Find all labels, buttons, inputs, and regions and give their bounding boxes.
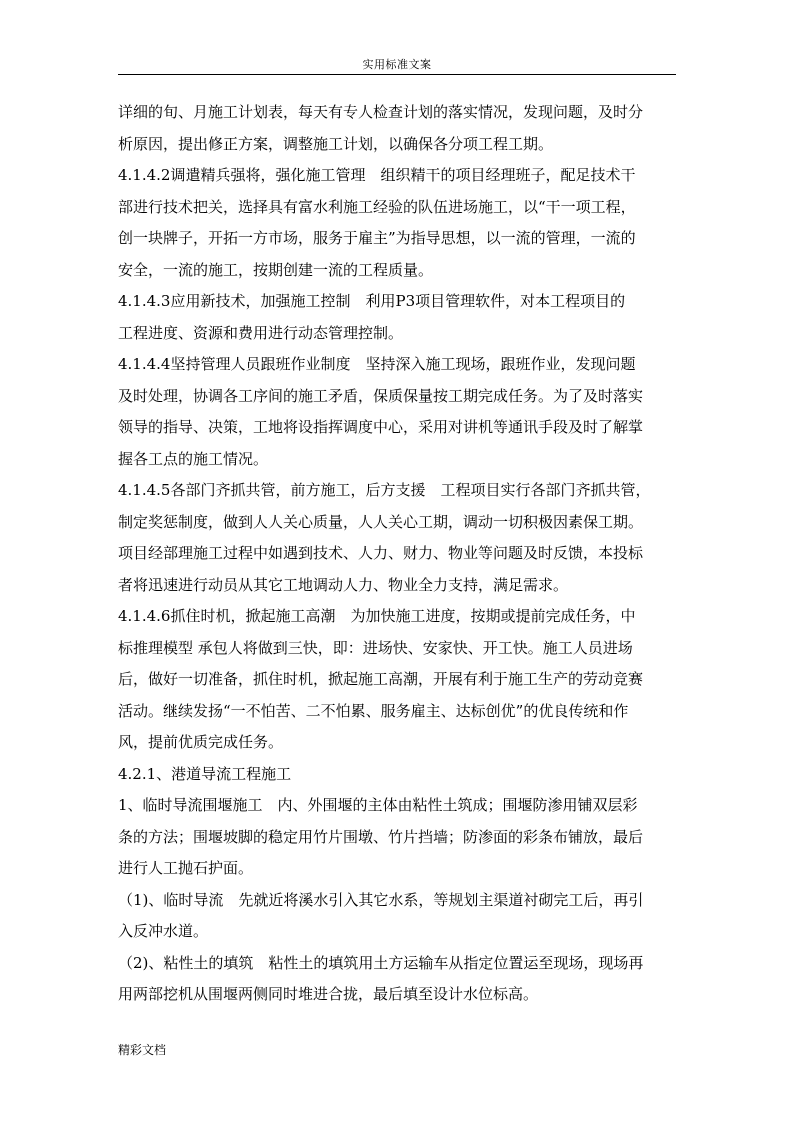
text-line: 握各工点的施工情况。 (118, 449, 269, 468)
document-body (118, 97, 686, 1011)
text-line: 领导的指导、决策，工地将设指挥调度中心，采用对讲机等通讯手段及时了解掌 (118, 418, 644, 436)
text-line: 工程进度、资源和费用进行动态管理控制。 (118, 323, 404, 342)
section-heading: 4.2.1、港道导流工程施工 (118, 764, 292, 783)
text-line: 析原因，提出修正方案，调整施工计划，以确保各分项工程工期。 (118, 134, 554, 153)
text-line: 项目经部理施工过程中如遇到技术、人力、财力、物业等问题及时反馈，本投标 (118, 544, 644, 562)
text-line: 进行人工抛石护面。 (118, 859, 254, 877)
text-line: （2)、粘性土的填筑 粘性土的填筑用土方运输车从指定位置运至现场，现场再 (118, 953, 644, 972)
header-divider (118, 74, 676, 75)
text-line: 后，做好一切准备，抓住时机，掀起施工高潮，开展有利于施工生产的劳动竞赛 (118, 670, 644, 688)
text-line: 详细的旬、月施工计划表，每天有专人检查计划的落实情况，发现问题，及时分 (118, 103, 644, 121)
text-line: 条的方法；围堰坡脚的稳定用竹片围墩、竹片挡墙；防渗面的彩条布铺放，最后 (118, 827, 644, 846)
text-line: （1)、临时导流 先就近将溪水引入其它水系，等规划主渠道衬砌完工后，再引 (118, 890, 644, 909)
text-line: 部进行技术把关，选择具有富水利施工经验的队伍进场施工，以“干一项工程， (118, 197, 636, 216)
text-line: 用两部挖机从围堰两侧同时堆进合拢，最后填至设计水位标高。 (118, 985, 539, 1003)
text-line: 及时处理，协调各工序间的施工矛盾，保质保量按工期完成任务。为了及时落实 (118, 386, 644, 405)
text-line: 安全，一流的施工，按期创建一流的工程质量。 (118, 260, 434, 279)
page-header: 实用标准文案 (362, 58, 432, 71)
page-footer: 精彩文档 (118, 1043, 167, 1057)
text-line: 标推理模型 承包人将做到三快，即：进场快、安家快、开工快。施工人员进场 (118, 638, 633, 657)
text-line: 活动。继续发扬“一不怕苦、二不怕累、服务雇主、达标创优”的优良传统和作 (118, 701, 629, 720)
text-line: 4.1.4.2调遣精兵强将，强化施工管理 组织精干的项目经理班子，配足技术干 (118, 166, 636, 184)
text-line: 4.1.4.4坚持管理人员跟班作业制度 坚持深入施工现场，跟班作业，发现问题 (118, 355, 636, 373)
text-line: 创一块牌子，开拓一方市场，服务于雇主”为指导思想，以一流的管理，一流的 (118, 229, 636, 247)
text-line: 4.1.4.5各部门齐抓共管，前方施工，后方支援 工程项目实行各部门齐抓共管， (118, 481, 651, 499)
text-line: 风，提前优质完成任务。 (118, 733, 284, 751)
text-line: 者将迅速进行动员从其它工地调动人力、物业全力支持，满足需求。 (118, 575, 569, 594)
text-line: 1、临时导流围堰施工 内、外围堰的主体由粘性土筑成；围堰防渗用铺双层彩 (118, 796, 638, 814)
text-line: 4.1.4.6抓住时机，掀起施工高潮 为加快施工进度，按期或提前完成任务，中 (118, 607, 636, 625)
text-line: 制定奖惩制度，做到人人关心质量，人人关心工期，调动一切积极因素保工期。 (118, 512, 644, 531)
text-line: 入反冲水道。 (118, 922, 209, 940)
text-line: 4.1.4.3应用新技术，加强施工控制 利用P3项目管理软件，对本工程项目的 (118, 292, 626, 310)
